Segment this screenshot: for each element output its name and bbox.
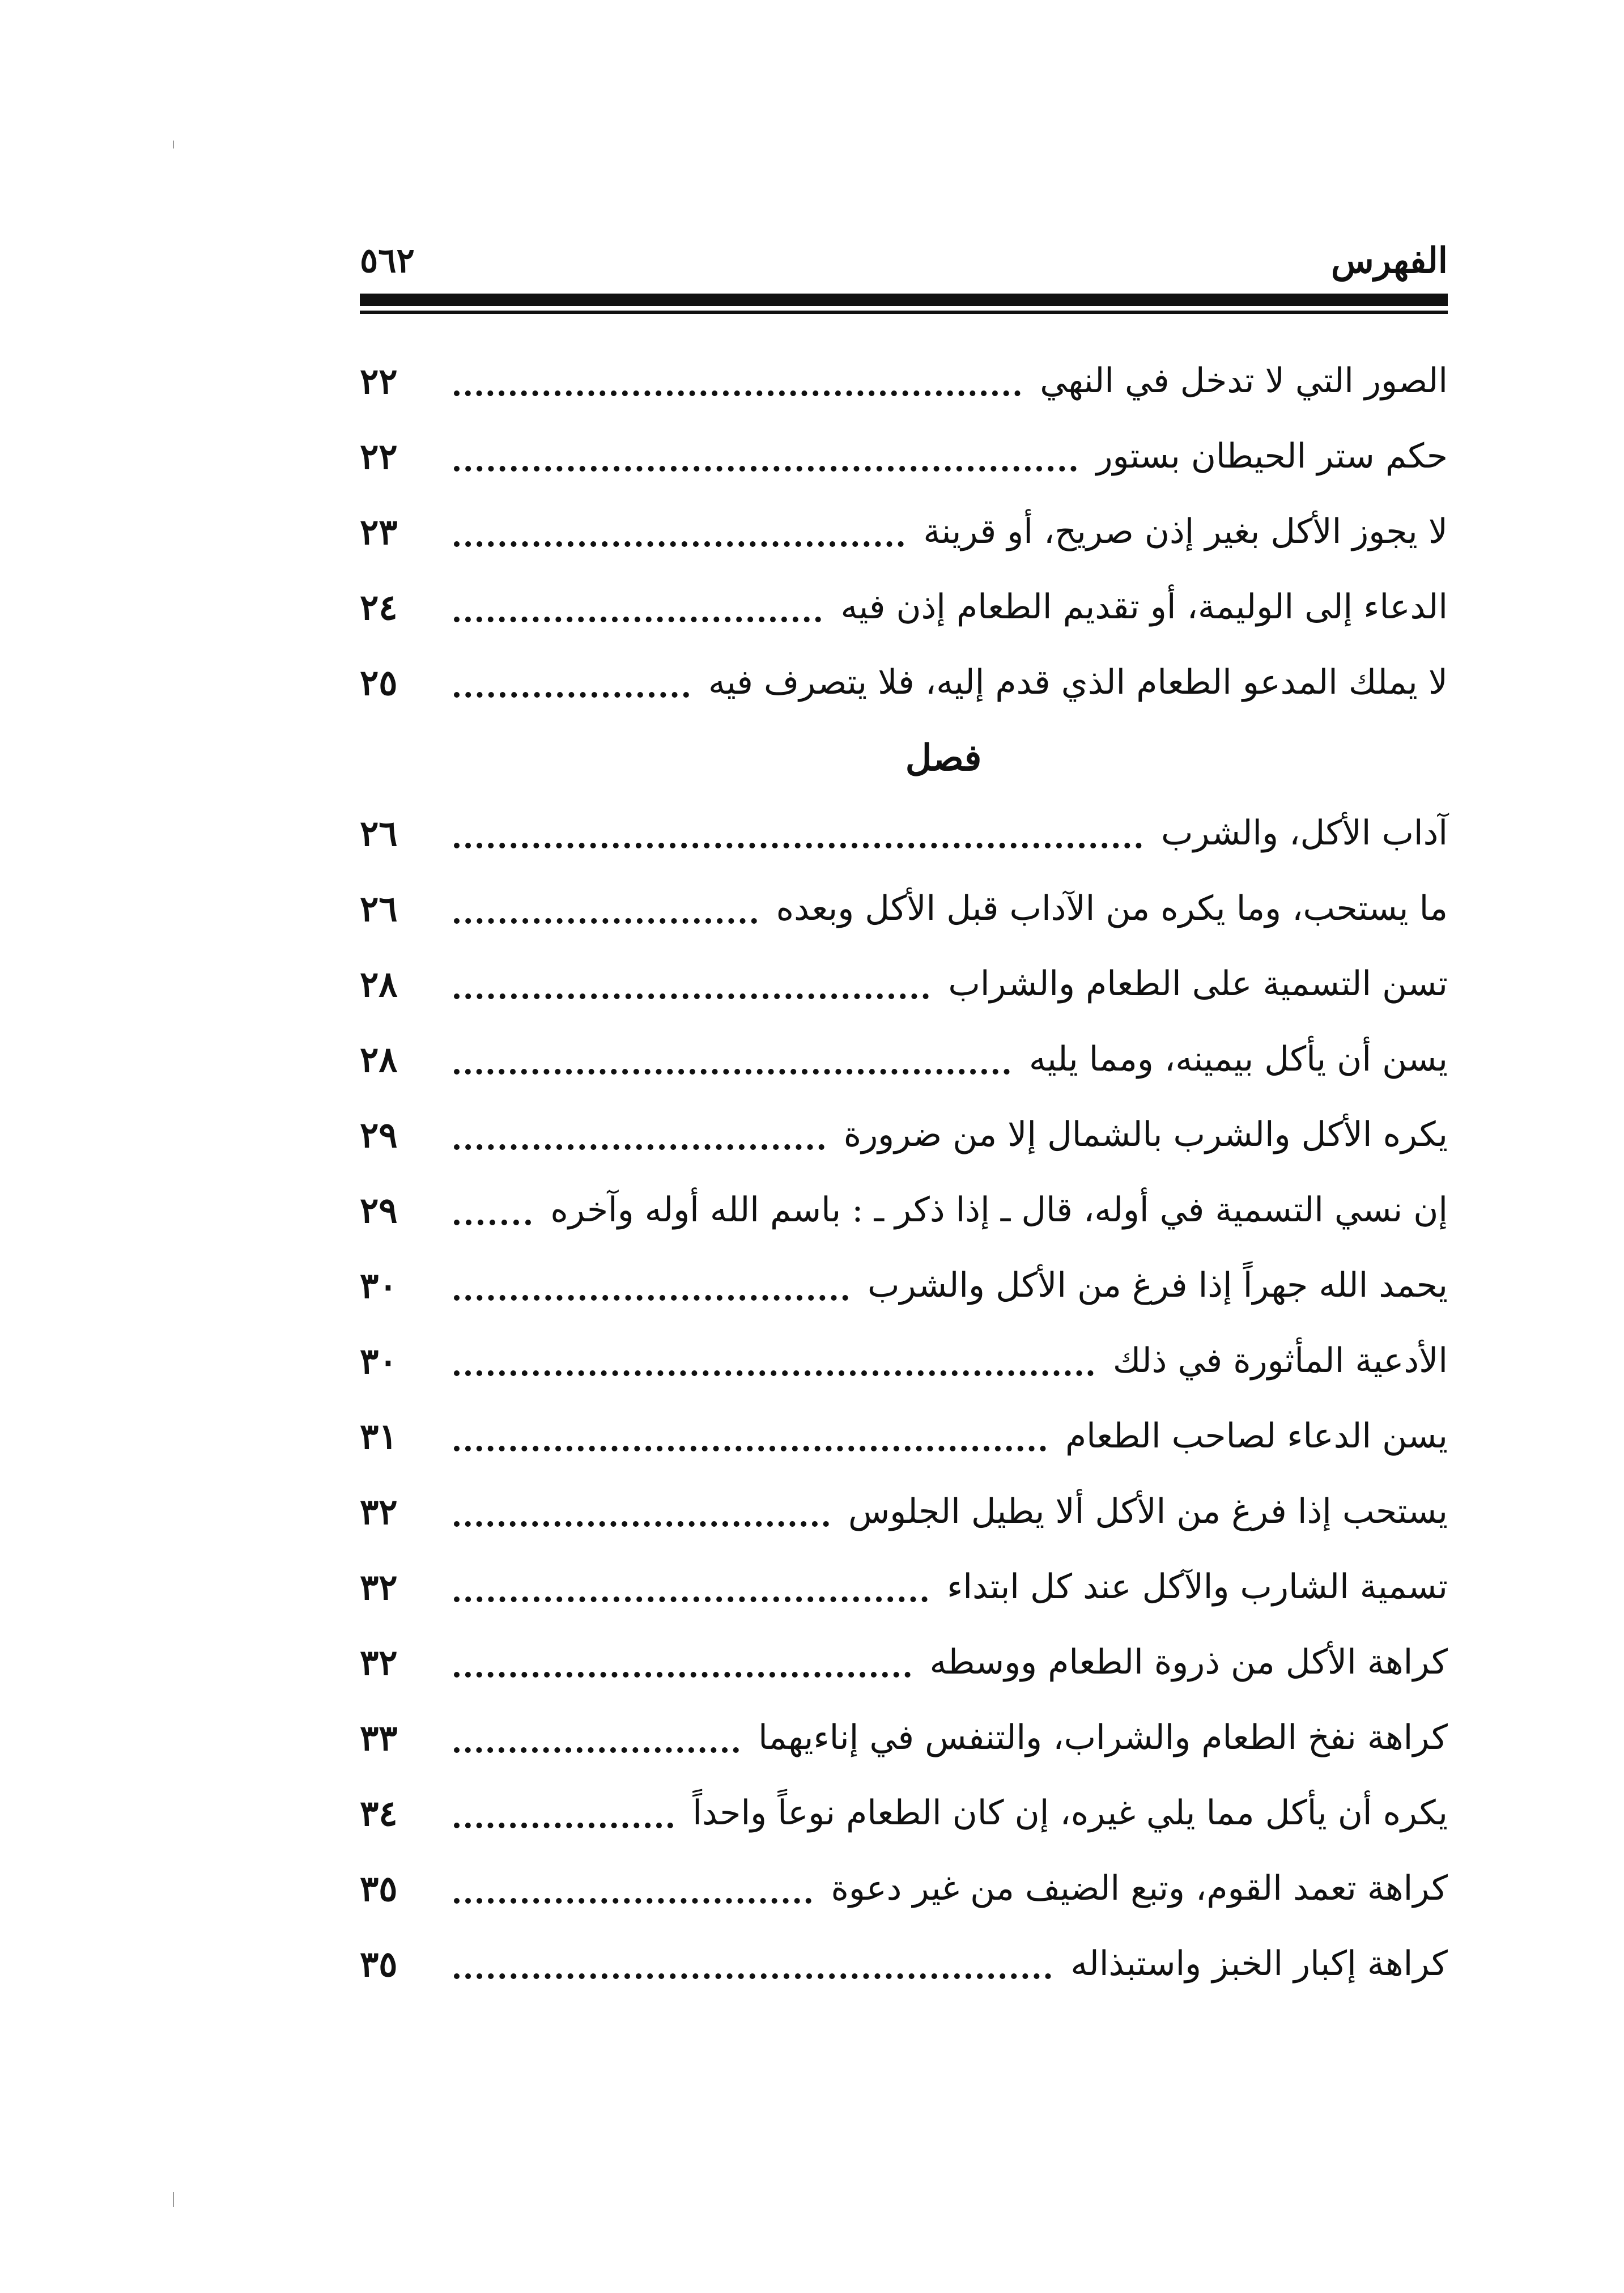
toc-entry-title: حكم ستر الحيطان بستور (1096, 436, 1448, 476)
toc-entry (360, 1851, 1448, 1926)
table-of-contents (360, 343, 1448, 2002)
toc-entry-page: ٣١ (360, 1416, 398, 1457)
toc-entry (360, 1323, 1448, 1399)
toc-leader-dots (454, 419, 1077, 494)
toc-entry (360, 796, 1448, 871)
toc-entry (360, 1776, 1448, 1851)
toc-leader-dots (454, 1625, 911, 1700)
toc-entry-page: ٢٦ (360, 813, 398, 854)
toc-entry (360, 1399, 1448, 1474)
scan-margin-mark (173, 2192, 174, 2207)
toc-entry-title: الدعاء إلى الوليمة، أو تقديم الطعام إذن فيه (840, 587, 1448, 627)
toc-entry-page: ٣٠ (360, 1340, 398, 1382)
toc-entry-page: ٢٥ (360, 662, 398, 703)
toc-leader-dots (454, 1323, 1094, 1399)
toc-entry-title: تسمية الشارب والآكل عند كل ابتداء (947, 1567, 1448, 1607)
toc-entry (360, 871, 1448, 946)
toc-leader-dots (454, 796, 1142, 871)
toc-entry-title: كراهة الأكل من ذروة الطعام ووسطه (929, 1642, 1448, 1682)
toc-leader-dots (454, 946, 929, 1022)
toc-entry (360, 343, 1448, 419)
toc-entry (360, 946, 1448, 1022)
toc-entry (360, 1248, 1448, 1323)
page-number: ٥٦٢ (360, 241, 415, 281)
toc-entry (360, 419, 1448, 494)
toc-entry-page: ٢٨ (360, 1039, 398, 1080)
toc-entry-page: ٢٢ (360, 360, 398, 402)
section-heading: فصل (905, 737, 982, 779)
scan-margin-mark (173, 141, 174, 148)
toc-leader-dots (454, 570, 821, 645)
toc-entry-title: ما يستحب، وما يكره من الآداب قبل الأكل وبعده (776, 889, 1448, 928)
running-title: الفهرس (1331, 240, 1448, 281)
toc-leader-dots (454, 494, 904, 570)
toc-entry (360, 1022, 1448, 1097)
toc-leader-dots (454, 1851, 811, 1926)
toc-entry-page: ٣٥ (360, 1943, 398, 1985)
toc-entry (360, 1173, 1448, 1248)
toc-entry-page: ٢٩ (360, 1190, 398, 1231)
toc-leader-dots (454, 1097, 824, 1173)
toc-entry-title: تسن التسمية على الطعام والشراب (948, 964, 1448, 1004)
toc-leader-dots (454, 1776, 673, 1851)
toc-entry-title: كراهة نفخ الطعام والشراب، والتنفس في إناءيهما (758, 1718, 1448, 1757)
toc-entry-page: ٣٥ (360, 1868, 398, 1909)
toc-entry (360, 1926, 1448, 2002)
toc-entry-title: الأدعية المأثورة في ذلك (1112, 1341, 1448, 1381)
header-rule-thick (360, 294, 1448, 306)
toc-entry (360, 645, 1448, 720)
toc-leader-dots (454, 1248, 848, 1323)
toc-entry-title: إن نسي التسمية في أوله، قال ـ إذا ذكر ـ : باسم الله أوله وآخره (550, 1190, 1448, 1230)
toc-leader-dots (454, 1399, 1046, 1474)
toc-leader-dots (454, 1700, 739, 1776)
toc-entry-page: ٣٠ (360, 1265, 398, 1306)
toc-entry (360, 570, 1448, 645)
header-rule-thin (360, 311, 1448, 314)
toc-entry-title: يكره الأكل والشرب بالشمال إلا من ضرورة (843, 1115, 1448, 1154)
toc-entry (360, 1474, 1448, 1549)
toc-entry-title: يسن أن يأكل بيمينه، ومما يليه (1028, 1039, 1448, 1079)
page-header (360, 238, 1448, 283)
toc-entry (360, 1625, 1448, 1700)
toc-leader-dots (454, 1173, 531, 1248)
toc-entry (360, 1700, 1448, 1776)
toc-entry-page: ٢٣ (360, 511, 398, 553)
toc-entry-title: كراهة تعمد القوم، وتبع الضيف من غير دعوة (831, 1869, 1448, 1908)
toc-entry-title: لا يملك المدعو الطعام الذي قدم إليه، فلا يتصرف فيه (708, 663, 1448, 702)
toc-entry-page: ٣٢ (360, 1566, 398, 1608)
toc-entry-page: ٣٤ (360, 1793, 398, 1834)
toc-entry-page: ٣٣ (360, 1717, 398, 1759)
toc-entry-title: كراهة إكبار الخبز واستبذاله (1070, 1944, 1448, 1984)
toc-entry-page: ٢٢ (360, 436, 398, 477)
toc-entry (360, 1097, 1448, 1173)
toc-entry (360, 1549, 1448, 1625)
toc-entry-page: ٢٨ (360, 963, 398, 1005)
toc-entry-title: يحمد الله جهراً إذا فرغ من الأكل والشرب (867, 1266, 1448, 1305)
toc-leader-dots (454, 1549, 928, 1625)
toc-entry-page: ٣٢ (360, 1491, 398, 1532)
toc-entry-title: يستحب إذا فرغ من الأكل ألا يطيل الجلوس (848, 1492, 1448, 1531)
toc-leader-dots (454, 1022, 1010, 1097)
toc-entry-page: ٢٤ (360, 587, 398, 628)
toc-entry-title: آداب الأكل، والشرب (1161, 813, 1448, 853)
toc-entry-title: الصور التي لا تدخل في النهي (1040, 361, 1448, 401)
toc-entry-page: ٢٦ (360, 888, 398, 929)
toc-leader-dots (454, 343, 1021, 419)
toc-entry (360, 494, 1448, 570)
toc-entry-title: يكره أن يأكل مما يلي غيره، إن كان الطعام نوعاً واحداً (692, 1793, 1448, 1833)
toc-entry-title: لا يجوز الأكل بغير إذن صريح، أو قرينة (923, 512, 1448, 551)
toc-leader-dots (454, 871, 757, 946)
toc-entry-page: ٢٩ (360, 1114, 398, 1156)
toc-leader-dots (454, 1474, 829, 1549)
toc-entry-title: يسن الدعاء لصاحب الطعام (1065, 1416, 1448, 1456)
toc-entry-page: ٣٢ (360, 1642, 398, 1683)
toc-leader-dots (454, 1926, 1051, 2002)
toc-leader-dots (454, 645, 689, 720)
